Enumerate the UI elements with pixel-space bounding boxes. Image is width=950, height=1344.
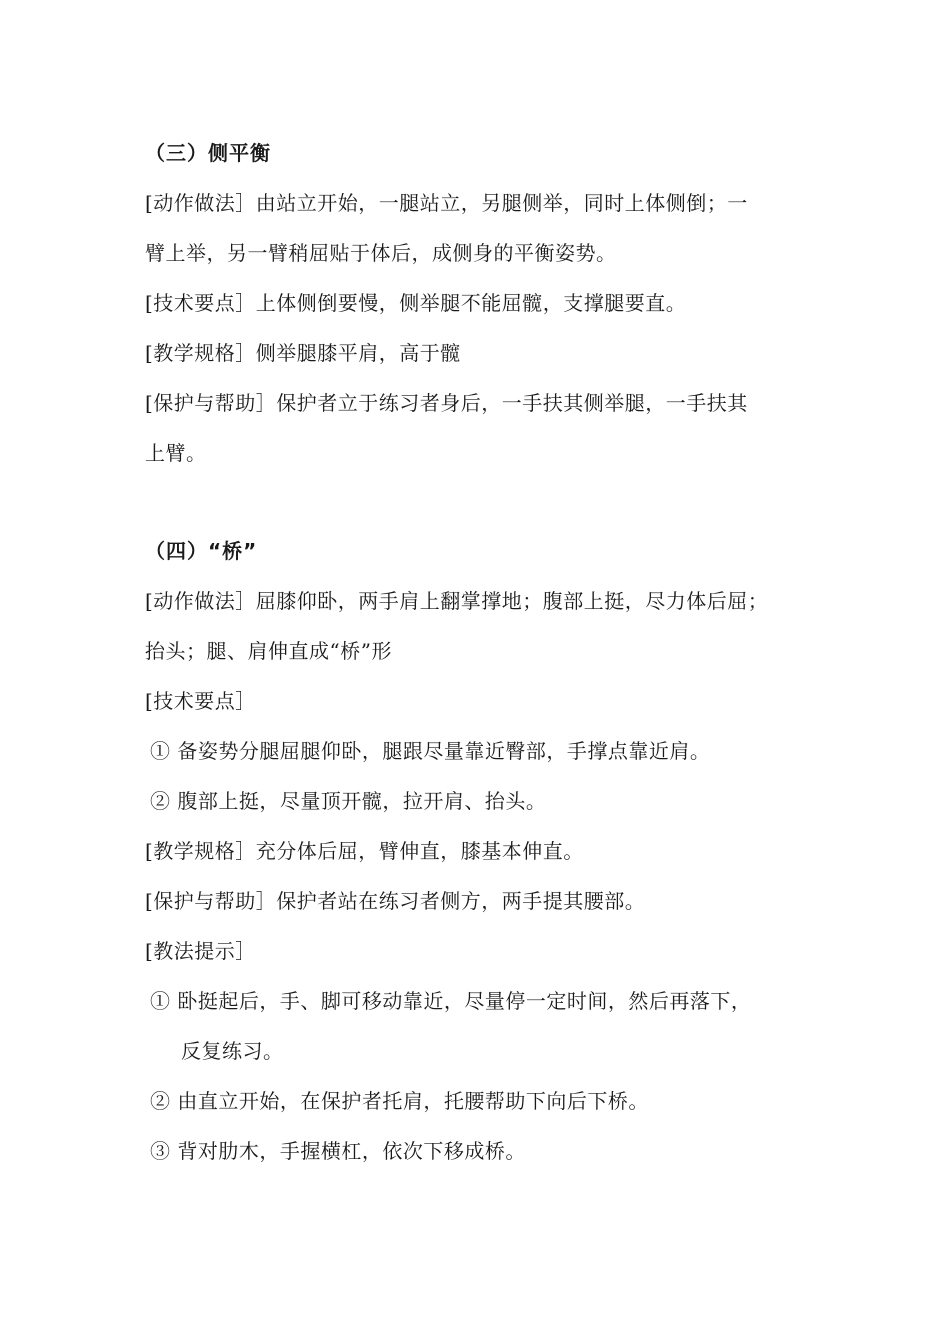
- protection-paragraph-line-2: 上臂。: [145, 441, 207, 465]
- method-paragraph-line-2: 抬头；腿、肩伸直成“桥”形: [145, 639, 392, 663]
- key-points-label: [技术要点］: [145, 689, 256, 713]
- teaching-standard-paragraph: [教学规格］充分体后屈，臂伸直，膝基本伸直。: [145, 839, 584, 863]
- protection-paragraph: [保护与帮助］保护者站在练习者侧方，两手提其腰部。: [145, 889, 646, 913]
- key-point-item-2: ② 腹部上挺，尽量顶开髋，拉开肩、抬头。: [150, 789, 547, 813]
- key-points-paragraph: [技术要点］上体侧倒要慢，侧举腿不能屈髋，支撑腿要直。: [145, 291, 687, 315]
- section-side-balance: [145, 128, 815, 478]
- method-paragraph-line-2: 臂上举，另一臂稍屈贴于体后，成侧身的平衡姿势。: [145, 241, 617, 265]
- teaching-tip-item-1: ① 卧挺起后，手、脚可移动靠近，尽量停一定时间，然后再落下，: [150, 989, 752, 1013]
- key-point-item-1: ① 备姿势分腿屈腿仰卧，腿跟尽量靠近臀部，手撑点靠近肩。: [150, 739, 711, 763]
- section-heading: （三）侧平衡: [145, 141, 271, 165]
- teaching-tip-item-1-continued: 反复练习。: [181, 1039, 284, 1063]
- method-paragraph-line-1: [动作做法］屈膝仰卧，两手肩上翻掌撑地；腹部上挺，尽力体后屈；: [145, 589, 769, 613]
- teaching-tip-item-2: ② 由直立开始，在保护者托肩，托腰帮助下向后下桥。: [150, 1089, 649, 1113]
- section-bridge: [145, 526, 815, 1176]
- section-heading: （四）“桥”: [145, 539, 258, 563]
- teaching-tips-label: [教法提示］: [145, 939, 256, 963]
- protection-paragraph-line-1: [保护与帮助］保护者立于练习者身后，一手扶其侧举腿，一手扶其: [145, 391, 748, 415]
- teaching-tip-item-3: ③ 背对肋木，手握横杠，依次下移成桥。: [150, 1139, 526, 1163]
- teaching-standard-paragraph: [教学规格］侧举腿膝平肩，高于髋: [145, 341, 461, 365]
- method-paragraph-line-1: [动作做法］由站立开始，一腿站立，另腿侧举，同时上体侧倒；一: [145, 191, 748, 215]
